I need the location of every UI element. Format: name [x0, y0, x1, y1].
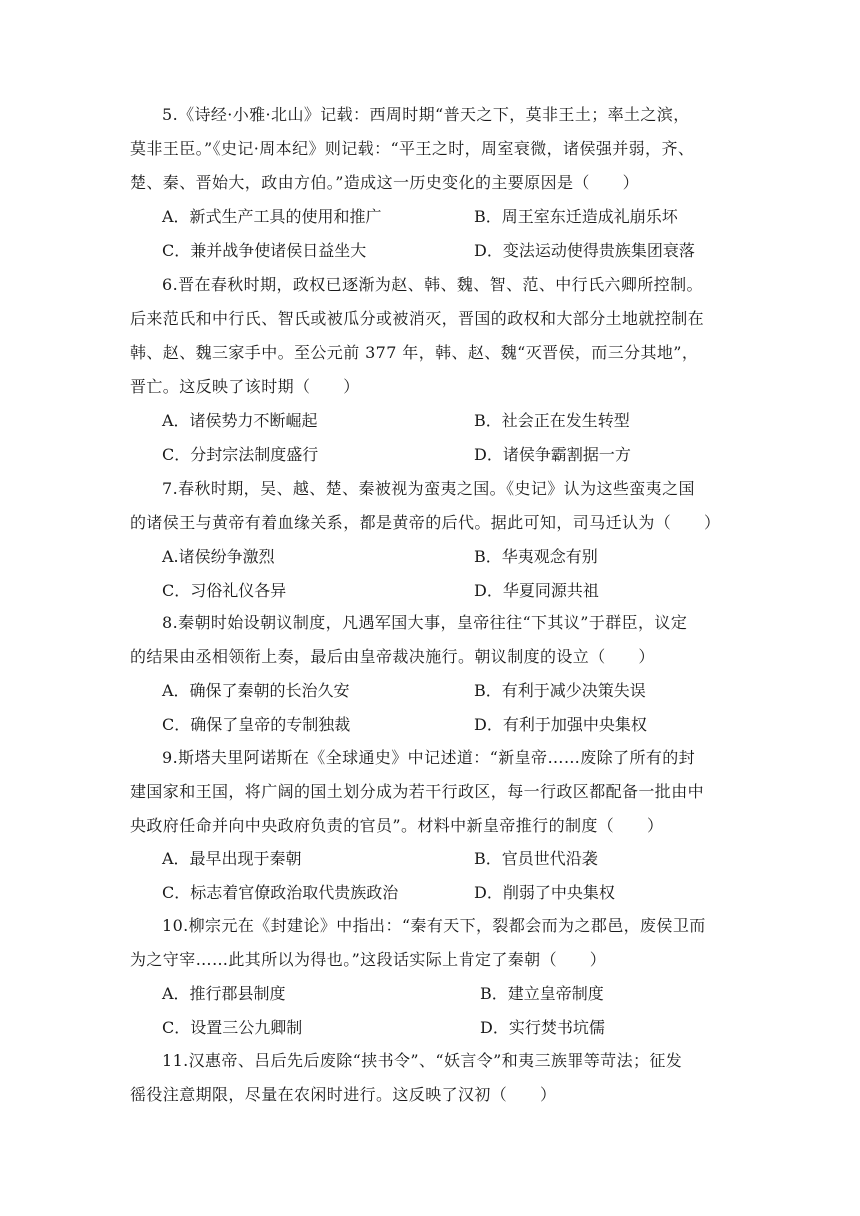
question-text-line: 的结果由丞相领衔上奏，最后由皇帝裁决施行。朝议制度的设立（ ） [130, 647, 655, 666]
question-9-options [162, 842, 762, 910]
question-text-line: 建国家和王国，将广阔的国土划分成为若干行政区，每一行政区都配备一批由中 [130, 782, 705, 801]
option-d[interactable]: D．诸侯争霸割据一方 [474, 445, 631, 464]
option-b[interactable]: B．周王室东迁造成礼崩乐坏 [474, 207, 678, 226]
option-b[interactable]: B．建立皇帝制度 [480, 984, 604, 1003]
option-a[interactable]: A．最早出现于秦朝 [162, 849, 302, 868]
option-d[interactable]: D．削弱了中央集权 [474, 883, 615, 902]
option-d[interactable]: D．实行焚书坑儒 [480, 1018, 605, 1037]
question-6-options [162, 404, 762, 472]
option-c[interactable]: C．兼并战争使诸侯日益坐大 [162, 241, 367, 260]
question-text-line: 9.斯塔夫里阿诺斯在《全球通史》中记述道：“新皇帝……废除了所有的封 [162, 748, 696, 767]
question-text-line: 的诸侯王与黄帝有着血缘关系，都是黄帝的后代。据此可知，司马迁认为（ ） [130, 513, 721, 532]
question-8-options [162, 674, 762, 742]
option-c[interactable]: C．标志着官僚政治取代贵族政治 [162, 883, 399, 902]
question-text-line: 5.《诗经·小雅·北山》记载：西周时期“普天之下，莫非王土；率土之滨， [162, 105, 690, 124]
option-b[interactable]: B．官员世代沿袭 [474, 849, 598, 868]
option-d[interactable]: D．华夏同源共祖 [474, 581, 599, 600]
question-10-options [162, 977, 762, 1045]
option-b[interactable]: B．社会正在发生转型 [474, 411, 630, 430]
option-c[interactable]: C．习俗礼仪各异 [162, 581, 287, 600]
question-text-line: 11.汉惠帝、吕后先后废除“挟书令”、“妖言令”和夷三族罪等苛法；征发 [162, 1051, 683, 1070]
option-b[interactable]: B．华夷观念有别 [474, 547, 598, 566]
question-text-line: 6.晋在春秋时期，政权已逐渐为赵、韩、魏、智、范、中行氏六卿所控制。 [162, 275, 703, 294]
question-7 [130, 472, 740, 540]
question-9 [130, 741, 740, 843]
question-6 [130, 268, 740, 404]
question-7-options [162, 540, 762, 608]
question-text-line: 莫非王臣。”《史记·周本纪》则记载：“平王之时，周室衰微，诸侯强并弱，齐、 [130, 139, 695, 158]
question-8 [130, 606, 740, 674]
option-a[interactable]: A．确保了秦朝的长治久安 [162, 681, 350, 700]
question-text-line: 10.柳宗元在《封建论》中指出：“秦有天下，裂都会而为之郡邑，废侯卫而 [162, 916, 706, 935]
option-d[interactable]: D．变法运动使得贵族集团衰落 [474, 241, 695, 260]
option-a[interactable]: A.诸侯纷争激烈 [162, 547, 275, 566]
question-text-line: 7.春秋时期，吴、越、楚、秦被视为蛮夷之国。《史记》认为这些蛮夷之国 [162, 479, 695, 498]
question-text-line: 韩、赵、魏三家手中。至公元前 377 年，韩、赵、魏“灭晋侯，而三分其地”， [130, 343, 699, 362]
question-text-line: 晋亡。这反映了该时期（ ） [130, 377, 360, 396]
option-c[interactable]: C．设置三公九卿制 [162, 1018, 303, 1037]
question-text-line: 为之守宰……此其所以为得也。”这段话实际上肯定了秦朝（ ） [130, 950, 607, 969]
option-d[interactable]: D．有利于加强中央集权 [474, 715, 647, 734]
question-5 [130, 98, 740, 200]
option-a[interactable]: A．推行郡县制度 [162, 984, 286, 1003]
question-text-line: 央政府任命并向中央政府负责的官员”。材料中新皇帝推行的制度（ ） [130, 816, 664, 835]
question-text-line: 8.秦朝时始设朝议制度，凡遇军国大事，皇帝往往“下其议”于群臣，议定 [162, 613, 688, 632]
option-b[interactable]: B．有利于减少决策失误 [474, 681, 646, 700]
option-a[interactable]: A．诸侯势力不断崛起 [162, 411, 318, 430]
question-10 [130, 909, 740, 977]
option-a[interactable]: A．新式生产工具的使用和推广 [162, 207, 382, 226]
question-5-options [162, 200, 762, 268]
question-text-line: 徭役注意期限，尽量在农闲时进行。这反映了汉初（ ） [130, 1085, 557, 1104]
question-text-line: 后来范氏和中行氏、智氏或被瓜分或被消灭，晋国的政权和大部分土地就控制在 [130, 309, 705, 328]
question-11 [130, 1044, 740, 1112]
question-text-line: 楚、秦、晋始大，政由方伯。”造成这一历史变化的主要原因是（ ） [130, 173, 639, 192]
option-c[interactable]: C．分封宗法制度盛行 [162, 445, 319, 464]
option-c[interactable]: C．确保了皇帝的专制独裁 [162, 715, 351, 734]
